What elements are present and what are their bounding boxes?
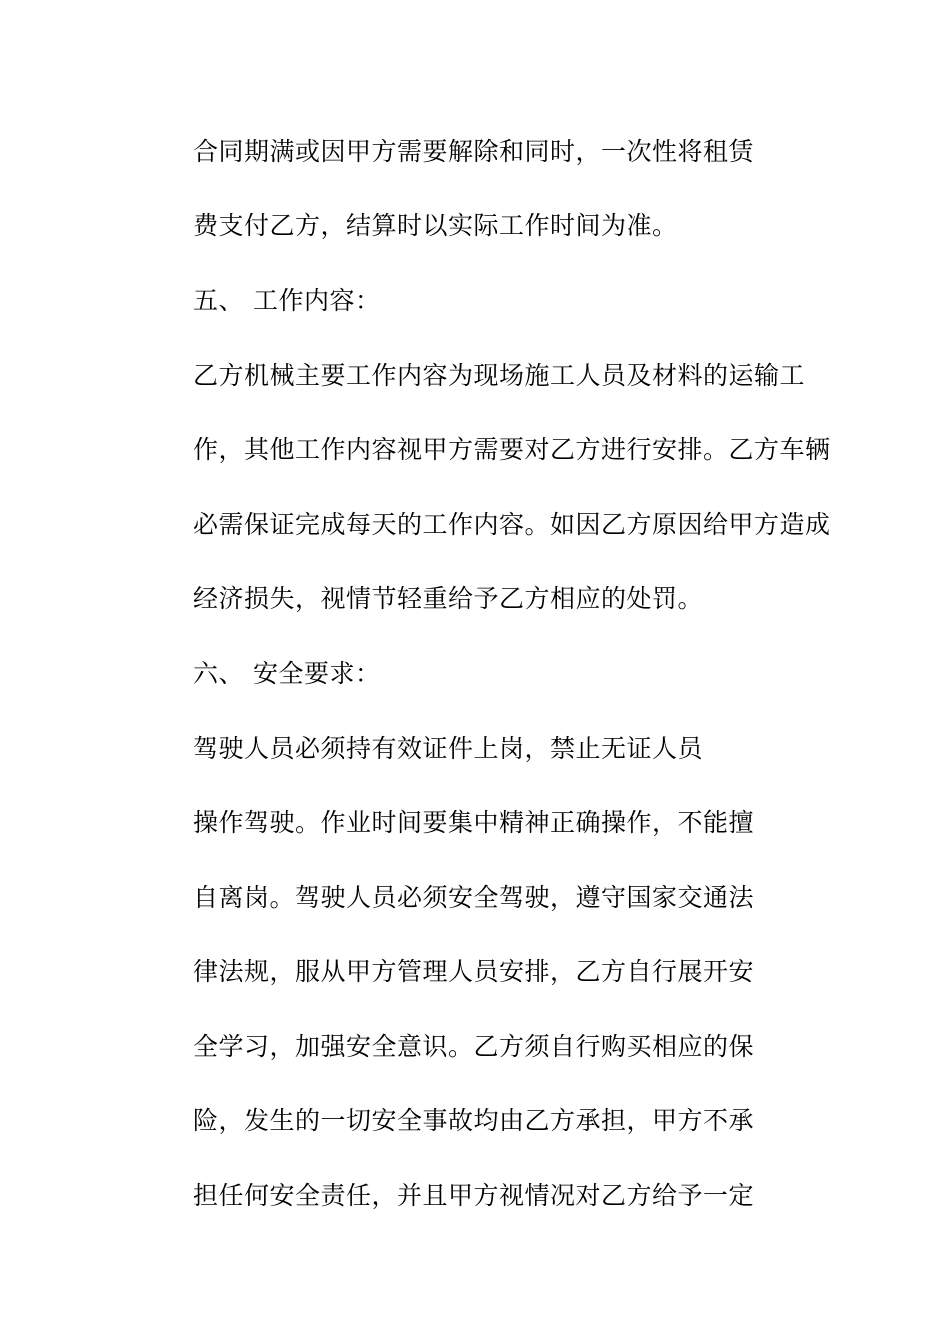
- paragraph-line: 经济损失，视情节轻重给予乙方相应的处罚。: [193, 584, 704, 613]
- paragraph-line: 乙方机械主要工作内容为现场施工人员及材料的运输工: [193, 361, 806, 390]
- paragraph-line: 驾驶人员必须持有效证件上岗，禁止无证人员: [193, 734, 704, 763]
- paragraph-line: 操作驾驶。作业时间要集中精神正确操作，不能擅: [193, 808, 755, 837]
- section-number: 五、: [193, 286, 245, 315]
- paragraph-line: 担任何安全责任，并且甲方视情况对乙方给予一定: [193, 1181, 755, 1210]
- paragraph-line: 全学习，加强安全意识。乙方须自行购买相应的保: [193, 1032, 755, 1061]
- section-title: 工作内容：: [253, 286, 381, 315]
- paragraph-line: 险，发生的一切安全事故均由乙方承担，甲方不承: [193, 1106, 755, 1135]
- section-number: 六、: [193, 659, 245, 688]
- paragraph-line: 合同期满或因甲方需要解除和同时，一次性将租赁: [193, 137, 755, 166]
- paragraph-line: 自离岗。驾驶人员必须安全驾驶，遵守国家交通法: [193, 883, 755, 912]
- section-heading-5: [193, 286, 381, 316]
- paragraph-line: 必需保证完成每天的工作内容。如因乙方原因给甲方造成: [193, 510, 831, 539]
- paragraph-line: 律法规，服从甲方管理人员安排，乙方自行展开安: [193, 957, 755, 986]
- section-title: 安全要求：: [253, 659, 381, 688]
- paragraph-line: 作，其他工作内容视甲方需要对乙方进行安排。乙方车辆: [193, 435, 831, 464]
- section-heading-6: [193, 659, 381, 689]
- paragraph-line: 费支付乙方，结算时以实际工作时间为准。: [193, 211, 678, 240]
